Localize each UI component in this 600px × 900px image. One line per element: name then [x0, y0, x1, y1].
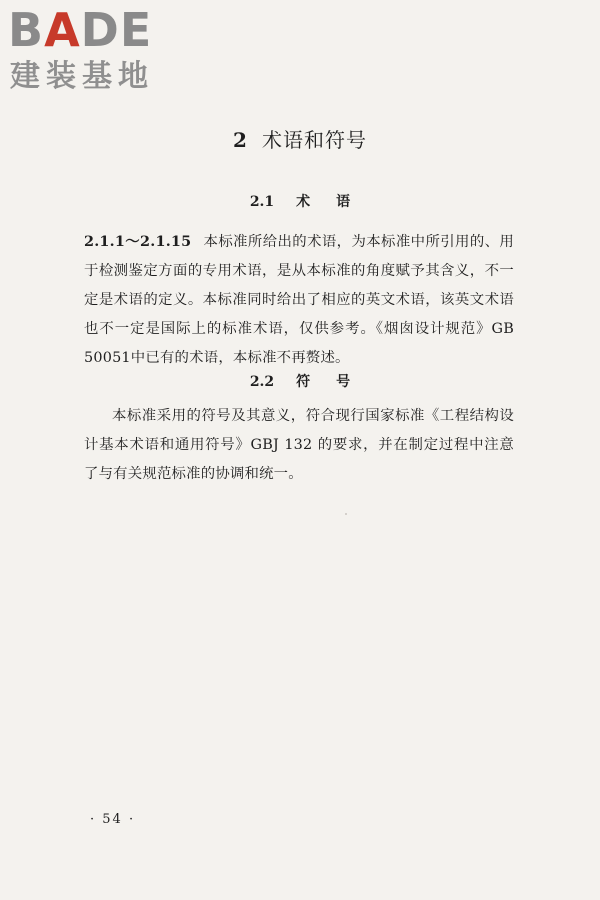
section-number: 2.1: [249, 194, 275, 210]
section-number: 2.2: [249, 374, 275, 390]
clause-number: 2.1.1～2.1.15: [84, 233, 192, 250]
chapter-number: 2: [233, 128, 248, 152]
logo-subtitle: 建装基地: [10, 59, 154, 94]
paragraph-terms: [84, 227, 514, 373]
scan-speck: [345, 513, 347, 515]
chapter-title: [0, 124, 600, 153]
section-title-char: 术: [296, 194, 311, 210]
section-title-char: 号: [336, 374, 351, 390]
page-number: · 54 ·: [90, 812, 136, 827]
logo-wordmark: BADE: [8, 3, 153, 57]
section-heading-symbols: [0, 371, 600, 391]
section-heading-terms: [0, 191, 600, 211]
chapter-heading: 术语和符号: [261, 128, 367, 152]
paragraph-text: 本标准所给出的术语，为本标准中所引用的、用于检测鉴定方面的专用术语，是从本标准的角度赋予其含义，不一定是术语的定义。本标准同时给出了相应的英文术语，该英文术语也不一定是国际上的标准术语，仅供参考。《烟囱设计规范》GB 50051中已有的术语，本标准不再赘述。: [84, 234, 514, 366]
section-title-char: 符: [296, 374, 311, 390]
watermark-logo: [8, 4, 178, 96]
section-title-char: 语: [336, 194, 351, 210]
paragraph-symbols: 本标准采用的符号及其意义，符合现行国家标准《工程结构设计基本术语和通用符号》GBJ 132 的要求，并在制定过程中注意了与有关规范标准的协调和统一。: [84, 408, 514, 482]
